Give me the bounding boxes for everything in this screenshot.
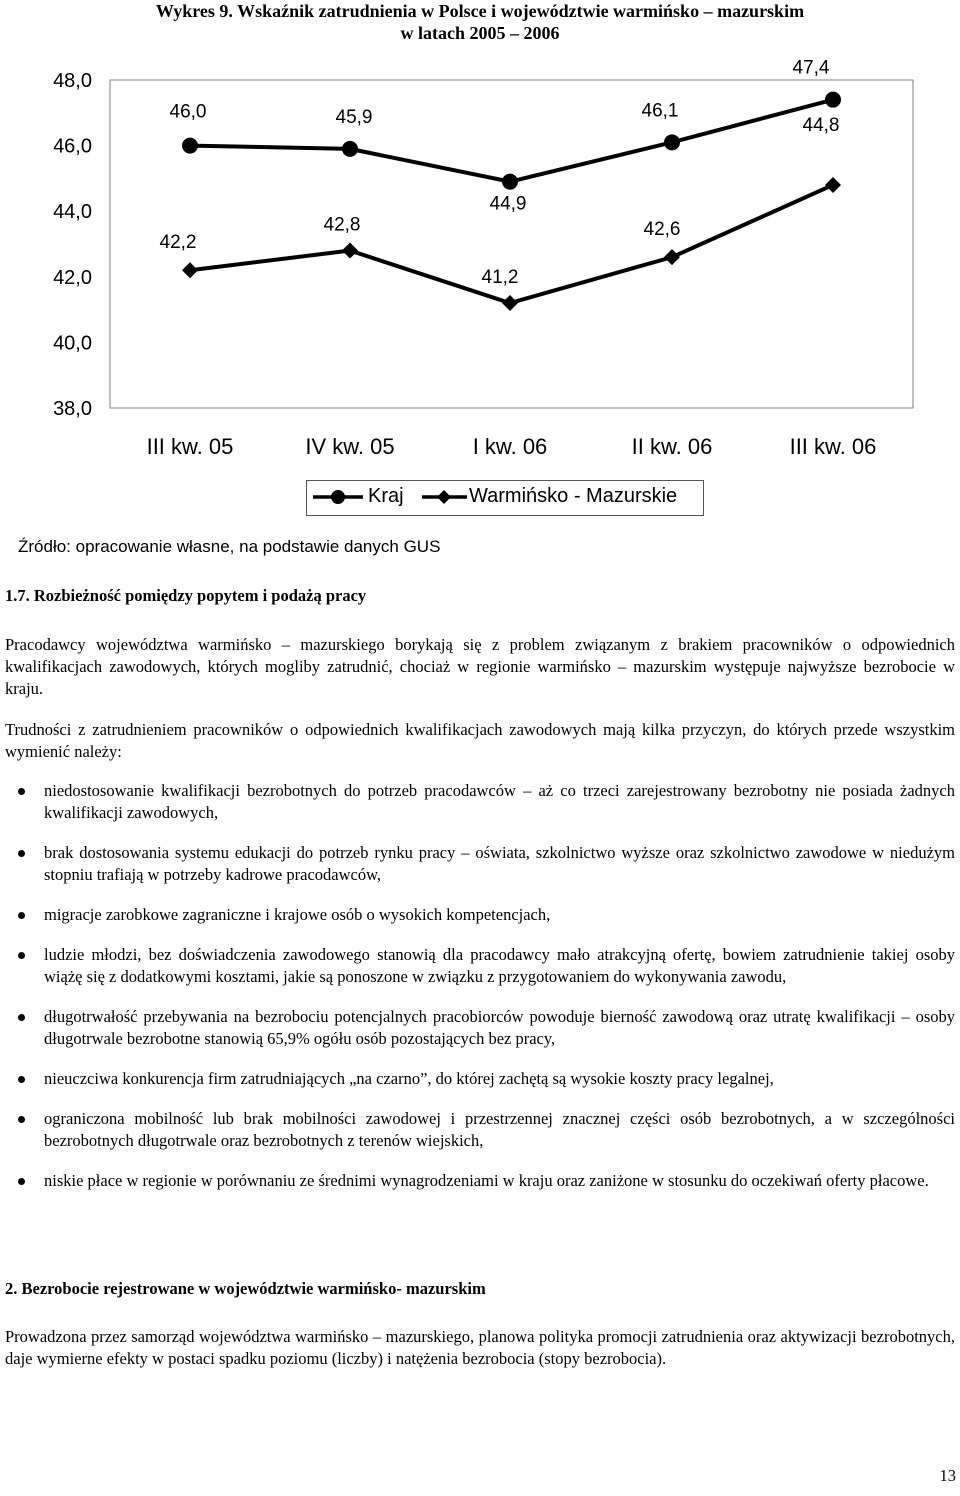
causes-list — [0, 780, 960, 1210]
data-label: 45,9 — [335, 106, 373, 128]
bullet-icon — [18, 912, 25, 919]
paragraph-2: Trudności z zatrudnieniem pracowników o odpowiednich kwalifikacjach zawodowych mają kilka przyczyn, do których przede wszystkim wymienić należy: — [5, 720, 955, 761]
data-label: 47,4 — [792, 57, 830, 79]
y-tick-label: 42,0 — [53, 266, 92, 289]
data-label: 42,6 — [643, 219, 681, 241]
list-item: niskie płace w regionie w porównaniu ze średnimi wynagrodzeniami w kraju oraz zaniżone w stosunku do oczekiwań oferty płacowe. — [0, 1170, 960, 1192]
plot-area — [110, 80, 913, 408]
data-point-kraj — [182, 138, 198, 154]
x-tick-label: III kw. 05 — [146, 434, 234, 459]
x-tick-label: III kw. 06 — [789, 434, 877, 459]
section-heading-1-7: 1.7. Rozbieżność pomiędzy popytem i podażą pracy — [5, 586, 367, 605]
list-item: długotrwałość przebywania na bezrobociu potencjalnych pracobiorców powoduje bierność zawodową oraz utratę kwalifikacji – osoby długotrwale bezrobotne stanowią 65,9% ogółu osób pozostających bez pracy, — [0, 1006, 960, 1050]
data-label: 44,9 — [489, 193, 527, 215]
page-number: 13 — [939, 1466, 956, 1485]
x-tick-label: I kw. 06 — [472, 434, 548, 459]
y-tick-label: 40,0 — [53, 332, 92, 355]
data-label: 46,0 — [169, 101, 207, 123]
x-tick-label: IV kw. 05 — [305, 434, 395, 459]
paragraph-1: Pracodawcy województwa warmińsko – mazurskiego borykają się z problem związanym z brakiem pracowników o odpowiednich kwalifikacjach zawodowych, których mogliby zatrudnić, chociaż w regionie warmińsko – mazurskim występuje najwyższe bezrobocie w kraju. — [5, 635, 955, 698]
data-label: 46,1 — [641, 100, 679, 122]
y-tick-label: 48,0 — [53, 70, 92, 92]
data-point-kraj — [664, 134, 680, 150]
legend-marker-warminsko — [437, 490, 451, 504]
list-item: ograniczona mobilność lub brak mobilności zawodowej i przestrzennej znacznej części osób bezrobotnych, a w szczególności bezrobotnych długotrwale oraz bezrobotnych z terenów wiejskich, — [0, 1108, 960, 1152]
bullet-icon — [18, 1076, 25, 1083]
chart-legend — [306, 480, 704, 516]
source-note: Źródło: opracowanie własne, na podstawie danych GUS — [18, 537, 441, 556]
data-label: 41,2 — [481, 267, 519, 289]
list-item: ludzie młodzi, bez doświadczenia zawodowego stanowią dla pracodawcy mało atrakcyjną ofertę, bowiem zatrudnienie takiej osoby wiążę się z dodatkowymi kosztami, jakie są ponoszone w związku z przygotowaniem do wykonywania zawodu, — [0, 944, 960, 988]
list-item: niedostosowanie kwalifikacji bezrobotnych do potrzeb pracodawców – aż co trzeci zarejestrowany bezrobotny nie posiada żadnych kwalifikacji zawodowych, — [0, 780, 960, 824]
legend-label-kraj: Kraj — [368, 485, 404, 507]
figure-title-line1: Wykres 9. Wskaźnik zatrudnienia w Polsce i województwie warmińsko – mazurskim — [155, 1, 805, 21]
x-tick-label: II kw. 06 — [631, 434, 713, 459]
bullet-icon — [18, 788, 25, 795]
legend-marker-kraj — [331, 490, 345, 504]
list-item: nieuczciwa konkurencja firm zatrudniających „na czarno”, do której zachętą są wysokie koszty pracy legalnej, — [0, 1068, 960, 1090]
section-heading-2: 2. Bezrobocie rejestrowane w województwie warmińsko- mazurskim — [5, 1279, 486, 1298]
data-label: 42,8 — [323, 214, 361, 236]
data-label: 42,2 — [159, 232, 197, 254]
figure-title-line2: w latach 2005 – 2006 — [400, 23, 560, 43]
bullet-icon — [18, 1178, 25, 1185]
bullet-icon — [18, 1116, 25, 1123]
bullet-icon — [18, 952, 25, 959]
y-tick-label: 44,0 — [53, 201, 92, 224]
line-chart — [0, 57, 960, 470]
bullet-icon — [18, 850, 25, 857]
bullet-icon — [18, 1014, 25, 1021]
data-point-kraj — [825, 92, 841, 108]
data-point-kraj — [502, 174, 518, 190]
list-item: brak dostosowania systemu edukacji do potrzeb rynku pracy – oświata, szkolnictwo wyższe oraz szkolnictwo zawodowe w niedużym stopniu trafiają w potrzeby kadrowe pracodawców, — [0, 842, 960, 886]
data-point-kraj — [342, 141, 358, 157]
y-tick-label: 46,0 — [53, 135, 92, 158]
list-item: migracje zarobkowe zagraniczne i krajowe osób o wysokich kompetencjach, — [0, 904, 960, 926]
y-tick-label: 38,0 — [53, 398, 92, 420]
data-label: 44,8 — [802, 114, 840, 136]
paragraph-3: Prowadzona przez samorząd województwa warmińsko – mazurskiego, planowa polityka promocji zatrudnienia oraz aktywizacji bezrobotnych, daje wymierne efekty w postaci spadku poziomu (liczby) i natężenia bezrobocia (stopy bezrobocia). — [5, 1327, 955, 1368]
legend-label-warminsko: Warmińsko - Mazurskie — [469, 485, 678, 507]
